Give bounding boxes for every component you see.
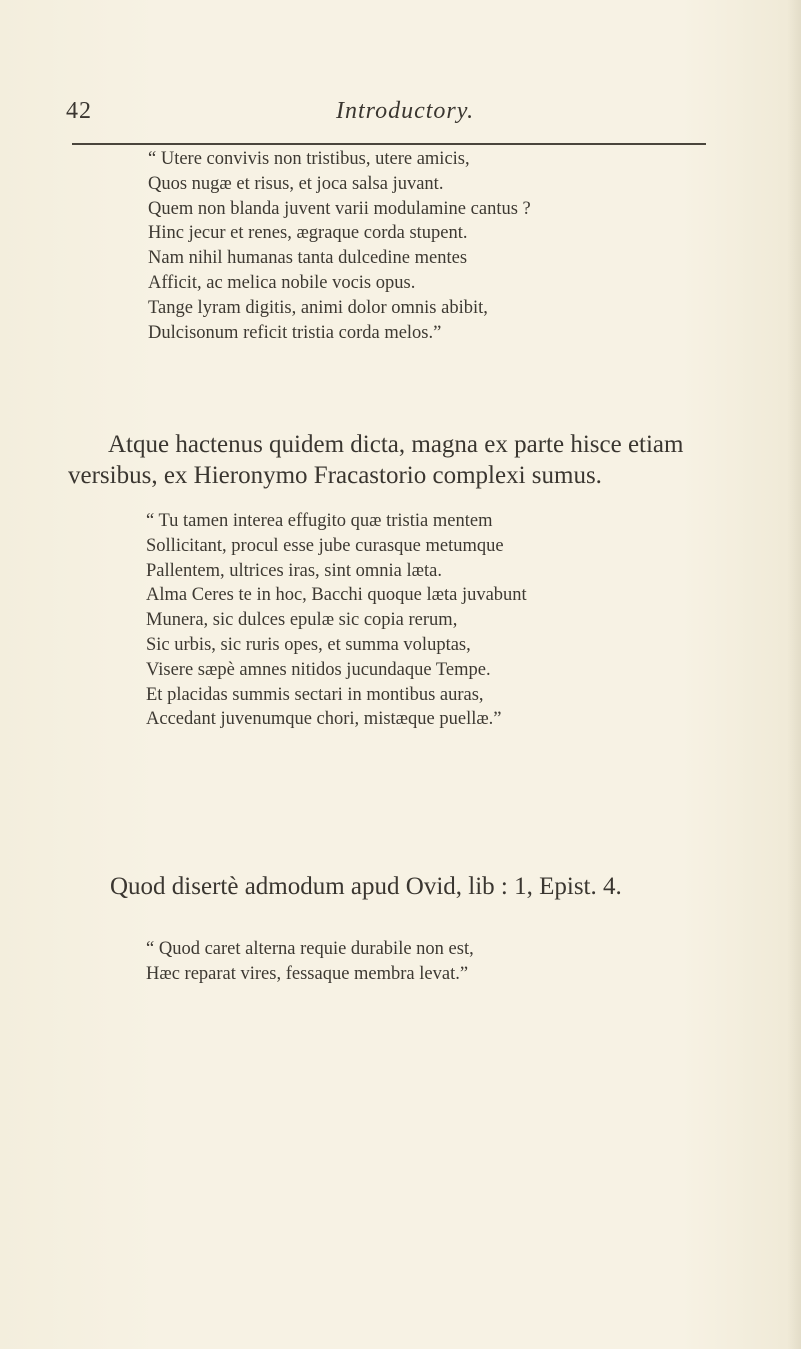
page-number: 42: [66, 98, 92, 124]
prose-paragraph-1: [68, 430, 748, 491]
verse-line: Dulcisonum reficit tristia corda melos.”: [148, 322, 442, 343]
verse-line: “ Utere convivis non tristibus, utere amicis,: [148, 149, 470, 169]
prose-line: Atque hactenus quidem dicta, magna ex parte hisce etiam: [108, 431, 684, 458]
verse-line: Nam nihil humanas tanta dulcedine mentes: [148, 248, 468, 269]
verse-block-1: [148, 147, 531, 345]
verse-line: Visere sæpè amnes nitidos jucundaque Tempe.: [146, 659, 491, 680]
verse-block-2: [146, 509, 527, 732]
verse-line: Sollicitant, procul esse jube curasque metumque: [146, 535, 504, 556]
verse-line: “ Quod caret alterna requie durabile non est,: [146, 939, 474, 959]
header-rule: [72, 143, 706, 145]
verse-line: Accedant juvenumque chori, mistæque puellæ.”: [146, 709, 502, 730]
verse-line: Afficit, ac melica nobile vocis opus.: [148, 272, 416, 293]
verse-line: Hæc reparat vires, fessaque membra levat.”: [146, 963, 469, 984]
verse-line: Et placidas summis sectari in montibus auras,: [146, 684, 484, 705]
verse-line: Tange lyram digitis, animi dolor omnis abibit,: [148, 297, 488, 318]
verse-block-3: [146, 937, 474, 987]
verse-line: Hinc jecur et renes, ægraque corda stupent.: [148, 223, 468, 244]
running-title: Introductory.: [336, 98, 475, 124]
prose-paragraph-2: Quod disertè admodum apud Ovid, lib : 1, Epist. 4.: [110, 873, 622, 900]
verse-line: Pallentem, ultrices iras, sint omnia læta.: [146, 560, 442, 581]
verse-line: “ Tu tamen interea effugito quæ tristia mentem: [146, 511, 493, 531]
verse-line: Quos nugæ et risus, et joca salsa juvant.: [148, 173, 444, 194]
prose-line: versibus, ex Hieronymo Fracastorio complexi sumus.: [68, 461, 602, 489]
page-edge-shadow: [787, 0, 801, 1349]
verse-line: Munera, sic dulces epulæ sic copia rerum,: [146, 610, 458, 631]
verse-line: Quem non blanda juvent varii modulamine cantus ?: [148, 198, 531, 219]
verse-line: Sic urbis, sic ruris opes, et summa voluptas,: [146, 634, 471, 655]
verse-line: Alma Ceres te in hoc, Bacchi quoque læta juvabunt: [146, 585, 527, 606]
